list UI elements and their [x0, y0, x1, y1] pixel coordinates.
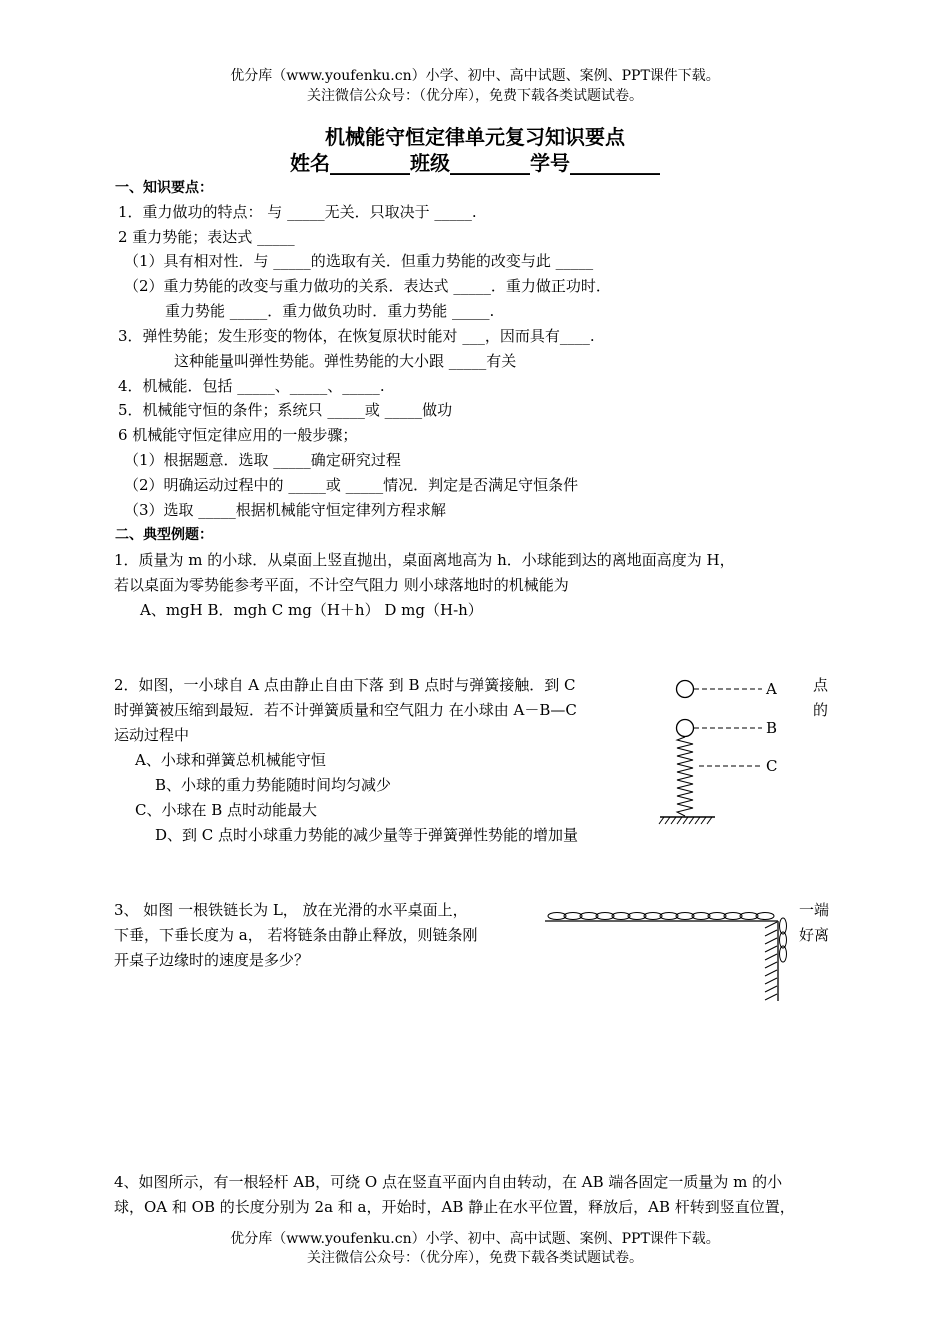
question-2-text-fragment: 的: [813, 701, 829, 719]
question-2-text-fragment: 点: [813, 676, 829, 694]
question-1-options: A、mgH B．mgh C mg（H＋h） D mg（H-h）: [140, 601, 483, 619]
question-3-text: 开桌子边缘时的速度是多少？: [114, 951, 310, 969]
question-2-text: 2．如图，一小球自 A 点由静止自由下落 到 B 点时与弹簧接触．到 C: [114, 676, 576, 694]
footer-line-1: 优分库（www.youfenku.cn）小学、初中、高中试题、案例、PPT课件下载。: [230, 1231, 720, 1247]
knowledge-line: （2）重力势能的改变与重力做功的关系．表达式 _____．重力做正功时．: [124, 277, 611, 295]
page-title: 机械能守恒定律单元复习知识要点: [325, 125, 625, 149]
question-3-text: 下垂，下垂长度为 a， 若将链条由静止释放，则链条刚: [114, 926, 478, 944]
label-c: C: [766, 757, 778, 775]
question-3-text: 3、 如图 一根铁链长为 L， 放在光滑的水平桌面上，: [114, 901, 468, 919]
table-edge-hatching: [765, 922, 777, 1000]
knowledge-line: 这种能量叫弹性势能。弹性势能的大小跟 _____有关: [174, 352, 517, 370]
question-1-text: 1．质量为 m 的小球．从桌面上竖直抛出，桌面离地高为 h．小球能到达的离地面高度为 H，: [114, 551, 735, 569]
chain-links-horizontal: [548, 913, 774, 920]
knowledge-line: 3．弹性势能；发生形变的物体，在恢复原状时能对 ___，因而具有____.: [118, 327, 595, 345]
section-heading-knowledge: 一、知识要点：: [115, 180, 213, 196]
question-4-text: 球，OA 和 OB 的长度分别为 2a 和 a，开始时，AB 静止在水平位置，释放后，AB 杆转到竖直位置，: [114, 1198, 795, 1216]
ball-at-b: [677, 720, 694, 737]
question-3-text-fragment: 一端: [799, 901, 830, 919]
knowledge-line: （2）明确运动过程中的 _____或 _____情况．判定是否满足守恒条件: [124, 476, 579, 494]
label-a: A: [766, 680, 777, 698]
knowledge-line: （3）选取 _____根据机械能守恒定律列方程求解: [124, 501, 446, 519]
header-line-1: 优分库（www.youfenku.cn）小学、初中、高中试题、案例、PPT课件下载。: [230, 68, 720, 84]
ground-hatching: [659, 817, 712, 824]
knowledge-line: 4．机械能．包括 _____、_____、_____.: [118, 377, 385, 395]
ball-at-a: [677, 681, 694, 698]
header-line-2: 关注微信公众号：（优分库），免费下载各类试题试卷。: [307, 88, 643, 104]
question-2-option-c: C、小球在 B 点时动能最大: [135, 801, 318, 819]
knowledge-line: 重力势能 _____．重力做负功时．重力势能 _____.: [165, 302, 495, 320]
knowledge-line: （1）根据题意．选取 _____确定研究过程: [124, 451, 401, 469]
footer-line-2: 关注微信公众号：（优分库），免费下载各类试题试卷。: [307, 1250, 643, 1266]
chain-links-hanging: [780, 918, 787, 962]
question-3-text-fragment: 好离: [799, 926, 830, 944]
section-heading-examples: 二、典型例题：: [115, 527, 213, 543]
label-b: B: [766, 719, 778, 737]
question-1-text: 若以桌面为零势能参考平面，不计空气阻力 则小球落地时的机械能为: [114, 576, 569, 594]
knowledge-line: 5．机械能守恒的条件；系统只 _____或 _____做功: [118, 401, 453, 419]
question-2-option-d: D、到 C 点时小球重力势能的减少量等于弹簧弹性势能的增加量: [155, 826, 579, 844]
knowledge-line: （1）具有相对性．与 _____的选取有关．但重力势能的改变与此 _____: [124, 252, 594, 270]
spring-coil: [677, 737, 693, 816]
question-2-text: 运动过程中: [114, 726, 190, 744]
question-2-option-a: A、小球和弹簧总机械能守恒: [135, 751, 326, 769]
spring-diagram: [655, 676, 785, 831]
question-4-text: 4、如图所示，有一根轻杆 AB，可绕 O 点在竖直平面内自由转动，在 AB 端各固定一质量为 m 的小: [114, 1173, 783, 1191]
knowledge-line: 1．重力做功的特点： 与 _____无关．只取决于 _____.: [118, 203, 477, 221]
student-info-line: 姓名________班级________学号_________: [290, 151, 660, 175]
question-2-text: 时弹簧被压缩到最短．若不计弹簧质量和空气阻力 在小球由 A－B—C: [114, 701, 577, 719]
knowledge-line: 2 重力势能；表达式 _____: [118, 228, 295, 246]
question-2-option-b: B、小球的重力势能随时间均匀减少: [155, 776, 392, 794]
knowledge-line: 6 机械能守恒定律应用的一般步骤；: [118, 426, 358, 444]
chain-diagram: [545, 906, 790, 1004]
